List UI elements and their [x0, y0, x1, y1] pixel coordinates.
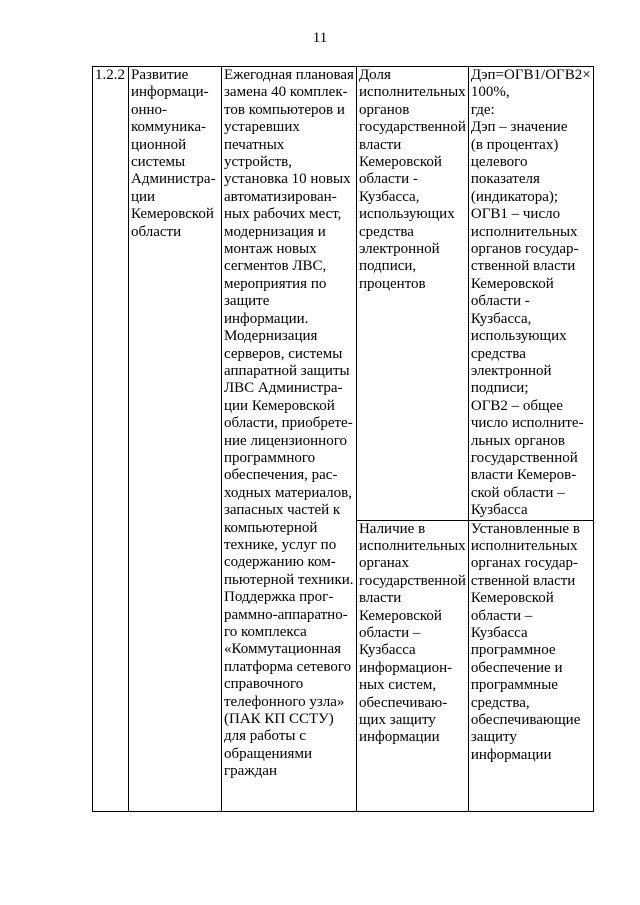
cell-text-line: тов компьютеров и	[224, 101, 345, 118]
cell-text-line: мероприятия по	[224, 275, 327, 292]
cell-text-line: щих защиту	[358, 712, 436, 729]
cell-text-line: информации	[470, 746, 552, 763]
cell-text-line: средства	[358, 223, 414, 240]
indicator-cell	[356, 520, 468, 811]
cell-text-line: обеспечение и	[470, 659, 563, 676]
cell-text-line: ОГВ1 – число	[470, 206, 561, 223]
cell-text-line: серверов, системы	[224, 345, 343, 362]
cell-text-line: ОГВ2 – общее	[470, 397, 563, 414]
cell-text-line: ЛВС Администра-	[224, 380, 343, 397]
cell-text-line: защите	[224, 293, 270, 310]
cell-text-line: аппаратной защиты	[224, 362, 350, 379]
cell-text-line: платформа сетевого	[224, 658, 352, 675]
cell-text-line: области –	[470, 607, 533, 624]
cell-text-line: содержанию ком-	[224, 554, 336, 571]
cell-text-line: Кемеровской	[358, 154, 442, 171]
cell-text-line: органов	[358, 101, 410, 118]
cell-text-line: программное	[470, 642, 556, 659]
cell-text-line: справочного	[224, 676, 304, 693]
cell-text-line: государственной	[358, 572, 466, 589]
cell-text-line: граждан	[224, 763, 277, 780]
indicator-cell	[356, 67, 468, 521]
cell-text-line: электронной	[358, 241, 440, 258]
cell-text-line: ственной власти	[470, 572, 576, 589]
cell-text-line: исполнительных	[358, 537, 466, 554]
cell-text-line: области -	[358, 171, 418, 188]
cell-text-line: автоматизирован-	[224, 188, 337, 205]
cell-text-line: ционной	[131, 136, 187, 153]
cell-text-line: льных органов	[470, 432, 565, 449]
cell-text-line: Кузбасса,	[358, 188, 420, 205]
cell-text-line: раммно-аппаратно-	[224, 606, 348, 623]
cell-text-line: технике, услуг по	[224, 536, 337, 553]
cell-text-line: 100%,	[470, 84, 510, 101]
cell-text-line: ных систем,	[358, 677, 437, 694]
cell-text-line: число исполните-	[470, 415, 584, 432]
cell-text-line: власти	[358, 590, 402, 607]
cell-text-line: средства,	[470, 694, 530, 711]
cell-text-line: власти	[358, 136, 402, 153]
cell-text-line: государственной	[470, 449, 578, 466]
cell-text-line: органах	[358, 555, 409, 572]
cell-text-line: ных рабочих мест,	[224, 206, 342, 223]
cell-text-line: для работы с	[224, 728, 306, 745]
cell-text-line: (ПАК КП ССТУ)	[224, 711, 334, 728]
cell-text-line: государственной	[358, 119, 466, 136]
cell-text-line: телефонного узла»	[224, 693, 345, 710]
cell-text-line: сегментов ЛВС,	[224, 258, 327, 275]
cell-text-line: онно-	[131, 101, 168, 118]
cell-text-line: защиту	[470, 729, 517, 746]
cell-text-line: средства	[470, 345, 526, 362]
cell-text-line: обеспечения, рас-	[224, 467, 338, 484]
cell-text-line: Кемеровской	[470, 275, 554, 292]
cell-text-line: ции Кемеровской	[224, 397, 335, 414]
cell-text-line: (индикатора);	[470, 188, 559, 205]
row-name-cell	[129, 67, 222, 812]
cell-text-line: «Коммутационная	[224, 641, 342, 658]
method-cell	[468, 67, 593, 521]
cell-text-line: исполнительных	[358, 84, 466, 101]
row-activity-cell	[222, 67, 357, 812]
cell-text-line: установка 10 новых	[224, 171, 351, 188]
cell-text-line: замена 40 комплек-	[224, 84, 348, 101]
program-table	[92, 66, 594, 812]
cell-text-line: информации.	[224, 310, 309, 327]
cell-text-line: Кузбасса	[470, 502, 528, 519]
cell-text-line: Кузбасса	[470, 625, 528, 641]
cell-text-line: обращениями	[224, 745, 312, 762]
cell-text-line: обеспечиваю-	[358, 694, 448, 711]
cell-text-line: Дэп – значение	[470, 119, 568, 136]
cell-text-line: Установленные в	[470, 520, 580, 537]
cell-text-line: области, приобрете-	[224, 415, 353, 432]
cell-text-line: го комплекса	[224, 624, 307, 640]
cell-text-line: (в процентах)	[470, 136, 559, 153]
cell-text-line: области -	[470, 293, 530, 310]
cell-text-line: подписи,	[358, 258, 417, 275]
cell-text-line: процентов	[358, 275, 426, 292]
cell-text-line: исполнительных	[470, 537, 578, 554]
cell-text-line: ственной власти	[470, 258, 576, 275]
cell-text-line: исполнительных	[470, 223, 578, 240]
cell-text-line: Модернизация	[224, 328, 318, 345]
cell-text-line: Наличие в	[358, 520, 426, 537]
cell-text-line: Кузбасса,	[470, 310, 532, 327]
cell-text-line: информаци-	[131, 84, 209, 101]
cell-text-line: пьютерной техники.	[224, 571, 354, 588]
cell-text-line: ние лицензионного	[224, 432, 347, 449]
row-code: 1.2.2	[95, 67, 125, 83]
cell-text-line: ходных материалов,	[224, 484, 352, 501]
cell-text-line: использующих	[470, 328, 567, 345]
cell-text-line: устройств,	[224, 154, 292, 171]
cell-text-line: обеспечивающие	[470, 712, 581, 729]
cell-text-line: области –	[358, 625, 421, 641]
cell-text-line: Кузбасса	[358, 642, 416, 659]
cell-text-line: Администра-	[131, 171, 216, 188]
table-row	[93, 67, 594, 521]
cell-text-line: Кемеровской	[358, 607, 442, 624]
cell-text-line: модернизация и	[224, 223, 326, 240]
cell-text-line: системы	[131, 154, 186, 171]
cell-text-line: подписи;	[470, 380, 529, 397]
cell-text-line: информации	[358, 729, 440, 746]
cell-text-line: области	[131, 223, 182, 240]
cell-text-line: программные	[470, 677, 558, 694]
cell-text-line: запасных частей к	[224, 502, 341, 519]
cell-text-line: Ежегодная плановая	[224, 67, 354, 83]
page-number: 11	[312, 30, 328, 46]
cell-text-line: использующих	[358, 206, 455, 223]
cell-text-line: компьютерной	[224, 519, 318, 536]
cell-text-line: монтаж новых	[224, 241, 317, 258]
cell-text-line: устаревших	[224, 119, 300, 136]
cell-text-line: где:	[470, 101, 495, 118]
cell-text-line: целевого	[470, 154, 528, 171]
cell-text-line: программного	[224, 449, 316, 466]
cell-text-line: коммуника-	[131, 119, 206, 136]
row-code-cell	[93, 67, 129, 812]
cell-text-line: Развитие	[131, 67, 189, 83]
cell-text-line: электронной	[470, 362, 552, 379]
cell-text-line: органах государ-	[470, 555, 579, 572]
cell-text-line: информацион-	[358, 659, 453, 676]
cell-text-line: Дэп=ОГВ1/ОГВ2×	[470, 67, 591, 83]
cell-text-line: ской области –	[470, 484, 565, 501]
method-cell	[468, 520, 593, 811]
cell-text-line: органов государ-	[470, 241, 579, 258]
cell-text-line: Доля	[358, 67, 391, 83]
cell-text-line: Кемеровской	[131, 206, 214, 223]
cell-text-line: Поддержка прог-	[224, 589, 334, 606]
cell-text-line: Кемеровской	[470, 590, 554, 607]
cell-text-line: ции	[131, 188, 156, 205]
cell-text-line: показателя	[470, 171, 540, 188]
cell-text-line: печатных	[224, 136, 285, 153]
cell-text-line: власти Кемеров-	[470, 467, 577, 484]
